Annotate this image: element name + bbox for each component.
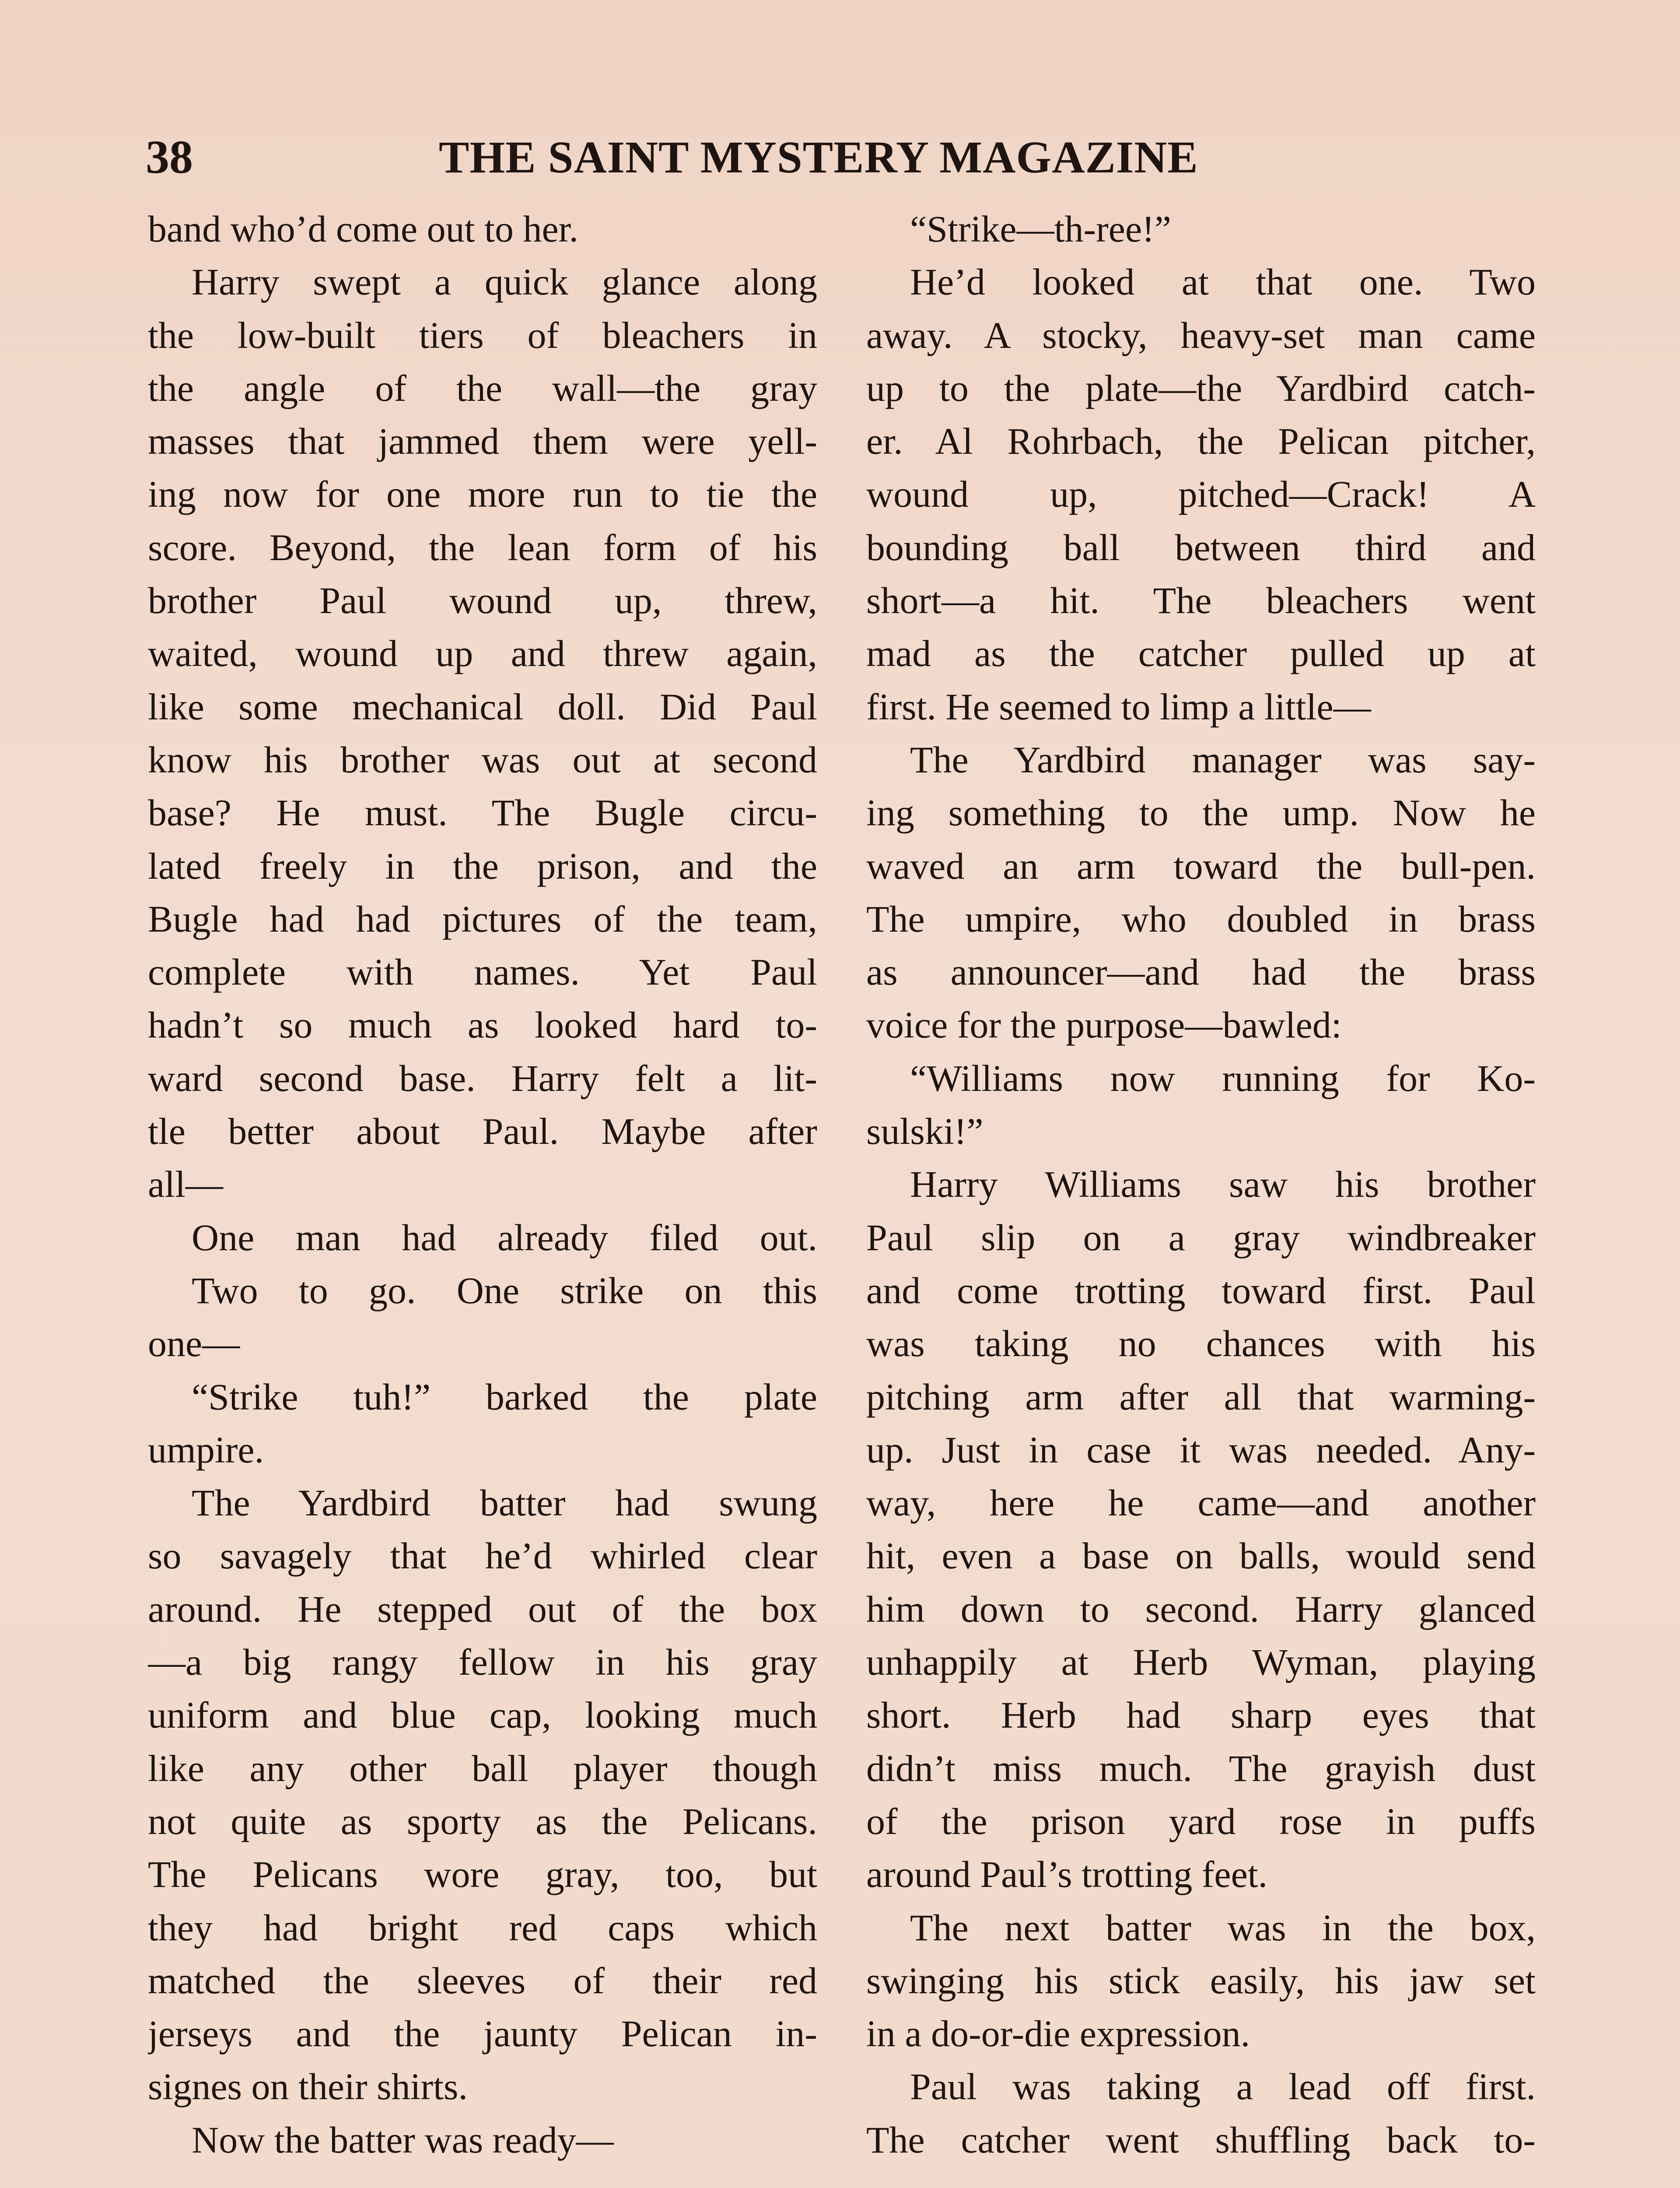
text-line: Harry Williams saw his brother (910, 1163, 1536, 1206)
text-line: voice for the purpose—bawled: (866, 1004, 1342, 1046)
right-text-column (866, 203, 1536, 2167)
text-line: him down to second. Harry glanced (866, 1588, 1536, 1630)
text-line: wound up, pitched—Crack! A (866, 473, 1536, 515)
text-line: The catcher went shuffling back to- (866, 2118, 1536, 2161)
text-line: Bugle had had pictures of the team, (148, 898, 817, 940)
text-line: signes on their shirts. (148, 2065, 468, 2108)
text-line: The Yardbird batter had swung (192, 1482, 817, 1524)
text-line: they had bright red caps which (148, 1906, 817, 1949)
text-line: one— (148, 1322, 240, 1365)
text-line: up. Just in case it was needed. Any- (866, 1428, 1536, 1471)
text-line: Paul was taking a lead off first. (910, 2065, 1536, 2108)
text-line: like any other ball player though (148, 1747, 817, 1789)
text-line: short—a hit. The bleachers went (866, 579, 1536, 622)
text-line: lated freely in the prison, and the (148, 845, 817, 887)
text-line: around Paul’s trotting feet. (866, 1853, 1268, 1896)
text-line: know his brother was out at second (148, 738, 817, 781)
text-line: swinging his stick easily, his jaw set (866, 1959, 1536, 2002)
text-line: didn’t miss much. The grayish dust (866, 1747, 1536, 1789)
text-line: way, here he came—and another (866, 1482, 1536, 1524)
text-line: away. A stocky, heavy-set man came (866, 314, 1536, 356)
text-line: sulski!” (866, 1110, 984, 1153)
text-line: ward second base. Harry felt a lit- (148, 1057, 817, 1099)
text-line: like some mechanical doll. Did Paul (148, 685, 817, 728)
text-line: uniform and blue cap, looking much (148, 1694, 817, 1736)
text-line: tle better about Paul. Maybe after (148, 1110, 817, 1153)
page-number: 38 (146, 131, 193, 183)
text-line: masses that jammed them were yell- (148, 420, 817, 463)
text-line: One man had already filed out. (192, 1216, 817, 1259)
text-line: short. Herb had sharp eyes that (866, 1694, 1536, 1736)
text-line: The Pelicans wore gray, too, but (148, 1853, 817, 1896)
text-line: The next batter was in the box, (910, 1906, 1536, 1949)
text-line: “Strike—th-ree!” (910, 208, 1171, 250)
text-line: hadn’t so much as looked hard to- (148, 1004, 817, 1046)
text-line: “Strike tuh!” barked the plate (192, 1375, 817, 1418)
text-line: complete with names. Yet Paul (148, 951, 817, 993)
text-line: umpire. (148, 1428, 264, 1471)
text-line: the angle of the wall—the gray (148, 367, 817, 409)
text-line: brother Paul wound up, threw, (148, 579, 817, 622)
text-line: “Williams now running for Ko- (910, 1057, 1536, 1099)
text-line: as announcer—and had the brass (866, 951, 1536, 993)
text-line: matched the sleeves of their red (148, 1959, 817, 2002)
text-line: score. Beyond, the lean form of his (148, 526, 817, 568)
text-line: of the prison yard rose in puffs (866, 1800, 1536, 1842)
text-line: pitching arm after all that warming- (866, 1375, 1536, 1418)
text-line: He’d looked at that one. Two (910, 261, 1536, 303)
text-line: hit, even a base on balls, would send (866, 1535, 1536, 1577)
text-line: not quite as sporty as the Pelicans. (148, 1800, 817, 1842)
text-line: waved an arm toward the bull-pen. (866, 845, 1536, 887)
text-line: —a big rangy fellow in his gray (148, 1641, 817, 1683)
text-line: jerseys and the jaunty Pelican in- (148, 2013, 817, 2055)
text-line: and come trotting toward first. Paul (866, 1269, 1536, 1311)
text-line: er. Al Rohrbach, the Pelican pitcher, (866, 420, 1536, 463)
text-line: up to the plate—the Yardbird catch- (866, 367, 1536, 409)
text-line: all— (148, 1163, 223, 1206)
page-header (146, 125, 1239, 190)
text-line: the low-built tiers of bleachers in (148, 314, 817, 356)
text-line: band who’d come out to her. (148, 208, 579, 250)
text-line: waited, wound up and threw again, (148, 632, 817, 675)
left-text-column (148, 203, 817, 2167)
text-line: base? He must. The Bugle circu- (148, 792, 817, 834)
text-line: The umpire, who doubled in brass (866, 898, 1536, 940)
text-line: first. He seemed to limp a little— (866, 685, 1371, 728)
text-line: Harry swept a quick glance along (192, 261, 817, 303)
text-line: Paul slip on a gray windbreaker (866, 1216, 1536, 1259)
text-line: Two to go. One strike on this (192, 1269, 817, 1311)
text-line: unhappily at Herb Wyman, playing (866, 1641, 1536, 1683)
text-line: Now the batter was ready— (192, 2118, 614, 2161)
text-line: mad as the catcher pulled up at (866, 632, 1536, 675)
text-line: in a do-or-die expression. (866, 2013, 1250, 2055)
text-line: ing something to the ump. Now he (866, 792, 1536, 834)
text-line: The Yardbird manager was say- (910, 738, 1536, 781)
text-line: bounding ball between third and (866, 526, 1536, 568)
text-line: so savagely that he’d whirled clear (148, 1535, 817, 1577)
text-line: ing now for one more run to tie the (148, 473, 817, 515)
text-line: was taking no chances with his (866, 1322, 1536, 1365)
text-line: around. He stepped out of the box (148, 1588, 817, 1630)
running-head: THE SAINT MYSTERY MAGAZINE (439, 132, 1198, 182)
